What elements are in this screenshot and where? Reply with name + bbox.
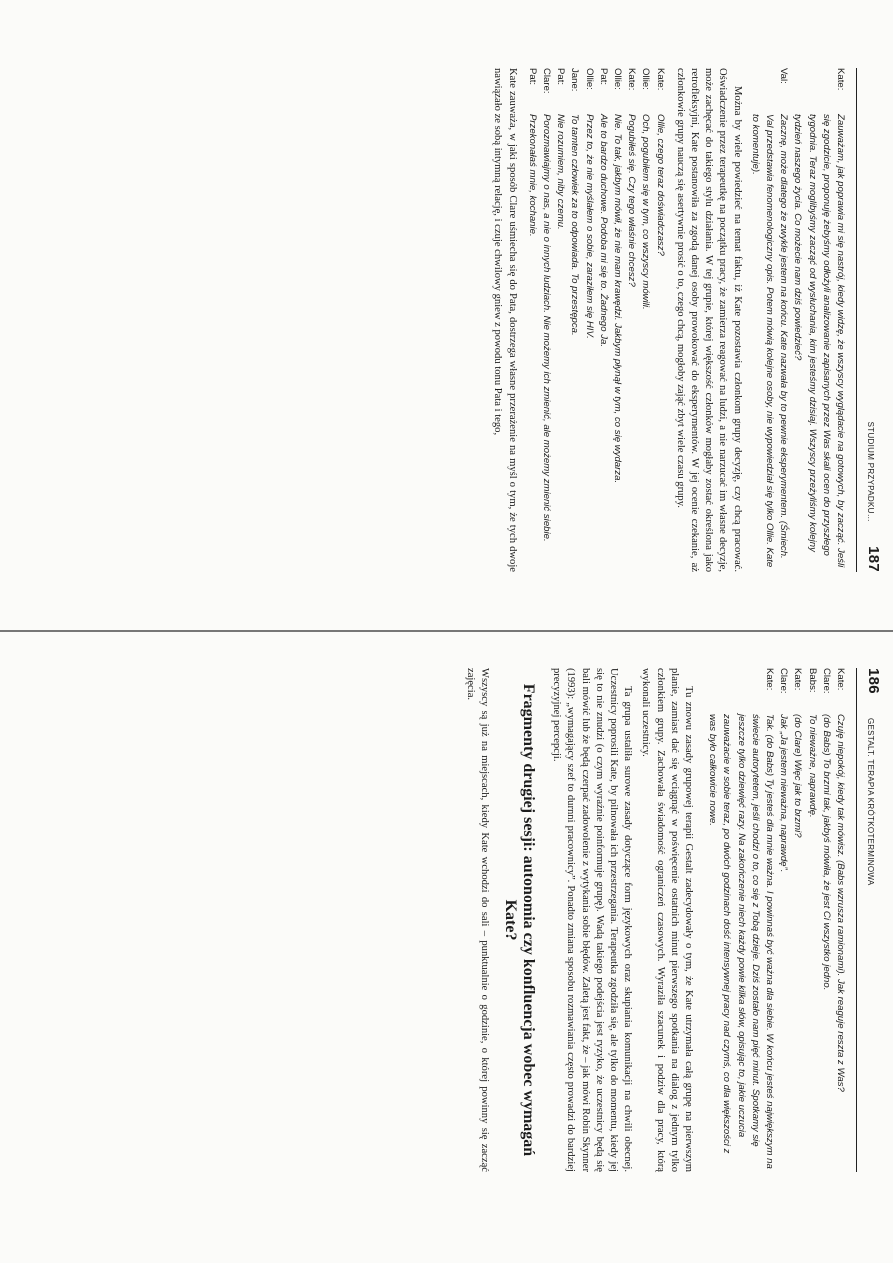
speaker: Pat: bbox=[526, 68, 538, 86]
speaker: Clare: bbox=[820, 668, 832, 694]
speaker: Ollie: bbox=[611, 68, 623, 90]
page-187 bbox=[103, 40, 893, 600]
utterance: Przez to, że nie myślałem o sobie, zaraziłem się HIV. bbox=[583, 114, 595, 339]
utterance: Porozmawiajmy o nas, a nie o innych ludziach. Nie możemy ich zmienić, ale możemy zmienić siebie. bbox=[540, 114, 552, 542]
speaker: Ollie: bbox=[583, 68, 595, 90]
speaker: Val: bbox=[778, 68, 790, 84]
speaker: Clare: bbox=[540, 68, 552, 94]
speaker: Babs: bbox=[806, 668, 818, 693]
section-heading: Fragmenty drugiej sesji: autonomia czy konfluencja wobec wymagań Kate? bbox=[501, 683, 537, 1157]
page-number: 186 bbox=[865, 668, 882, 694]
utterance: Tak. (do Babs) Ty jesteś dla mnie ważna. I powinnaś być ważna dla siebie. W końcu jesteś największym na świecie autorytetem, jeśli chodzi o to, co się z Tobą dzieje. Dziś zostało nam pięć minut. Spotkamy się jeszcze tylko dziewięć razy. Na zakończenie niech każdy powie kilka słów, opisując to, jakie uczucia zauważacie w sobie teraz, po dwóch godzinach dość intensywnej pracy nad czymś, co dla większości z was było całkowicie nowe. bbox=[707, 714, 775, 1169]
dialogue-line bbox=[819, 668, 833, 1172]
speaker: Kate: bbox=[835, 668, 846, 691]
paragraph: Kate zauważa, w jaki sposób Clare uśmiecha się do Pata, dostrzega własne przerażenie na myśl o tym, że tych dwoje nawiązało ze sobą intymną relację, i czuje chwilowy gniew z powodu tonu Pata i tego, bbox=[492, 68, 518, 572]
dialogue-line bbox=[776, 668, 790, 1172]
dialogue-line bbox=[790, 668, 804, 1172]
running-head-title: GESTALT. TERAPIA KRÓTKOTERMINOWA bbox=[866, 718, 875, 886]
speaker: Kate: bbox=[792, 668, 804, 691]
speaker: Clare: bbox=[778, 668, 790, 694]
paragraph: Można by wiele powiedzieć na temat faktu, iż Kate pozostawia członkom grupy decyzję, czy chcą pracować. Oświadczenie przez terapeutkę na początku pracy, że zamierza reagować na ludzi, a nie narzucać im własne decyzje, może zachęcać do takiego stylu działania. W tej grupie, której większość członków mogłaby zostać określona jako retrofleksyjni, Kate postanowiła za zgodą danej osoby prowokować do eksperymentów. W jej ocenie czekanie, aż członkowie grupy nauczą się asertywnie prosić o to, czego chcą, mogłoby zająć zbyt wiele czasu grupy. bbox=[674, 68, 743, 572]
speaker: Kate: bbox=[763, 668, 775, 691]
paragraph: Tu znowu zasady grupowej terapii Gestalt zadecydowały o tym, że Kate utrzymała całą grupę na pierwszym planie, zamiast dać się wciągnąć w poświęcenie ostatnich minut pierwszego spotkania na dialog z jednym tylko członkiem grupy. Zachowała świadomość ograniczeń czasowych. Wyraziła szacunek i podziw dla pracy, którą wykonali uczestnicy. bbox=[640, 668, 694, 1172]
utterance: (do Clare) Więc jak to brzmi? bbox=[792, 714, 804, 838]
dialogue-line bbox=[705, 668, 776, 1172]
utterance: Jak „Ja jestem nieważna, naprawdę”. bbox=[778, 714, 790, 873]
dialogue-line bbox=[833, 668, 847, 1172]
utterance: Nie rozumiem, niby czemu. bbox=[555, 114, 567, 230]
speaker: Ollie: bbox=[640, 68, 652, 90]
speaker: Kate: bbox=[835, 68, 846, 91]
utterance: Ollie, czego teraz doświadczasz? bbox=[654, 114, 666, 256]
utterance: Przekonałaś mnie, kochanie. bbox=[526, 114, 538, 237]
page-divider bbox=[0, 630, 893, 632]
utterance: (do Babs) To brzmi tak, jakbyś mówiła, że jest Ci wszystko jedno. bbox=[820, 714, 832, 991]
utterance: Zacznę, może dlatego że zwykle jestem na końcu. Kate nazwała by to pewnie eksperymentem. (Śmiech. Val przedstawia fenomenologiczny opis. Potem mówią kolejne osoby, nie wypowiedział się tylko Ollie. Kate to komentuje). bbox=[749, 114, 790, 568]
paragraph: Ta grupa ustaliła surowe zasady dotyczące form językowych oraz skupiania komunikacji na chwili obecnej. Uczestnicy poprosili Kate, by pilnowała ich przestrzegania. Terapeutka zgodziła się, ale tylko do momentu, kiedy jej się to nie znudzi (o czym wyraźnie poinformuje grupę). Wadą takiego podejścia jest ryzyko, że uczestnicy będą się bali mówić lub że będą czerpać zadowolenie z wytykania sobie błędów. Zaletą jest fakt, że – jak mówi Robin Skynner (1993): „wymagający szef to durnni pracownicy”. Ponadto zmiana sposobu rozmawiania często prowadzi do bardziej precyzyjnej percepcji. bbox=[551, 668, 634, 1172]
dialogue-line bbox=[553, 68, 567, 572]
dialogue-line bbox=[748, 68, 791, 572]
page-body bbox=[490, 68, 847, 572]
speaker: Pat: bbox=[555, 68, 567, 86]
dialogue-line bbox=[539, 68, 553, 572]
utterance: Nie. To tak, jakbym mówił, że nie mam krawędzi. Jakbym płynął w tym, co się wydarza. bbox=[611, 114, 623, 484]
utterance: Zauważam, jak poprawia mi się nastrój, kiedy widzę, że wszyscy wyglądacie na gotowych, by zacząć. Jeśli się zgodzicie, proponuję żebyśmy odłożyli analizowanie zapisanych przez Was skali ocen do przyszłego tygodnia. Teraz moglibyśmy zacząć od wysłuchania, kim jesteśmy dzisiaj. Wszyscy przeżyliśmy kolejny tydzień naszego życia. Co możecie nam dziś powiedzieć? bbox=[792, 114, 846, 568]
dialogue-line bbox=[804, 668, 818, 1172]
running-head bbox=[856, 668, 882, 1172]
utterance: Och, pogubiłem się w tym, co wszyscy mówili. bbox=[640, 114, 652, 310]
dialogue-line bbox=[624, 68, 638, 572]
utterance: To nieważne, naprawdę. bbox=[806, 714, 818, 818]
running-head-title: STUDIUM PRZYPADKU… bbox=[866, 421, 875, 522]
page-number: 187 bbox=[865, 546, 882, 572]
speaker: Kate: bbox=[654, 68, 666, 91]
dialogue-line bbox=[652, 68, 666, 572]
dialogue-line bbox=[638, 68, 652, 572]
dialogue-line bbox=[581, 68, 595, 572]
speaker: Pat: bbox=[597, 68, 609, 86]
dialogue-line bbox=[596, 68, 610, 572]
paragraph: Wszyscy są już na miejscach, kiedy Kate wchodzi do sali – punktualnie o godzinie, o której powinny się zacząć zajęcia. bbox=[464, 668, 490, 1172]
utterance: Ale to bardzo duchowe. Podoba mi się to. Żadnego Ja. bbox=[597, 114, 609, 348]
running-head bbox=[856, 68, 882, 572]
dialogue-line bbox=[790, 68, 847, 572]
dialogue-line bbox=[525, 68, 539, 572]
utterance: Pogubiłeś się. Czy tego właśnie chcesz? bbox=[626, 114, 638, 287]
page-body bbox=[463, 668, 847, 1172]
dialogue-line bbox=[567, 68, 581, 572]
speaker: Jane: bbox=[569, 68, 581, 92]
speaker: Kate: bbox=[626, 68, 638, 91]
dialogue-line bbox=[610, 68, 624, 572]
utterance: Czuję niepokój, kiedy tak mówisz. (Babs wzrusza ramionami). Jak reaguje reszta z Was? bbox=[835, 714, 846, 1092]
page-186 bbox=[103, 640, 893, 1200]
utterance: To tamten człowiek za to odpowiada. To przestępca. bbox=[569, 114, 581, 336]
